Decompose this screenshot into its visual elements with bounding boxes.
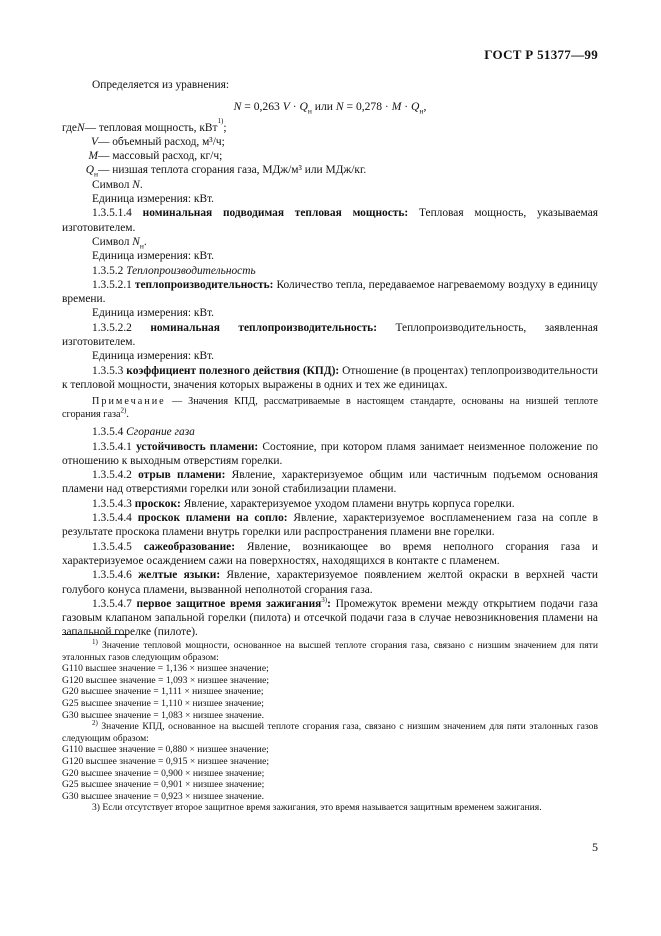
unit-line: Единица измерения: кВт.	[92, 193, 215, 206]
footnote-2-row: G25 высшее значение = 0,901 × низшее значение;	[62, 779, 265, 791]
footnote-1-row: G120 высшее значение = 1,093 × низшее значение;	[62, 674, 270, 686]
clause-1-3-5-2-2: 1.3.5.2.2 номинальная теплопроизводительность: Теплопроизводительность, заявленная изготовителем.	[62, 321, 598, 349]
clause-1-3-5-4: 1.3.5.4 Сгорание газа	[92, 426, 195, 439]
clause-1-3-5-2: 1.3.5.2 Теплопроизводительность	[92, 264, 256, 277]
power-formula	[62, 100, 598, 114]
formula-symbol-m: M	[391, 100, 402, 114]
formula-part: ·	[289, 100, 300, 114]
clause-1-3-5-3: 1.3.5.3 коэффициент полезного действия (КПД): Отношение (в процентах) теплопроизводительности к тепловой мощности, значения которых выражены в одних и тех же единицах.	[62, 364, 598, 391]
variable-definitions	[62, 116, 598, 179]
symbol-n-line: Символ N.	[92, 178, 143, 191]
clause-1-3-5-4-1: 1.3.5.4.1 устойчивость пламени: Состояние, при котором пламя занимает неизменное положение по отношению к выходным отверстиям горелки.	[62, 440, 598, 467]
definition-v	[62, 135, 598, 149]
footnote-1-row: G25 высшее значение = 1,110 × низшее значение;	[62, 697, 264, 709]
formula-subscript: н	[419, 106, 424, 116]
def-subscript: н	[93, 169, 98, 179]
def-text: — тепловая мощность, кВт	[84, 121, 218, 134]
formula-symbol-q: Q	[411, 100, 420, 114]
footnotes	[62, 637, 598, 814]
footnote-2-row: G30 высшее значение = 0,923 × низшее значение.	[62, 790, 265, 802]
footnote-1: $^{1)}$ Значение тепловой мощности, основанное на высшей теплоте сгорания газа, связано с низшим значением для пяти эталонных газов следующим образом:	[62, 637, 598, 663]
formula-subscript: н	[307, 106, 312, 116]
unit-line: Единица измерения: кВт.	[92, 350, 215, 363]
def-text: ;	[223, 121, 227, 134]
def-symbol: V	[91, 135, 98, 148]
footnote-2-row: G20 высшее значение = 0,900 × низшее значение;	[62, 767, 265, 779]
clause-1-3-5-4-3: 1.3.5.4.3 проскок: Явление, характеризуемое уходом пламени внутрь корпуса горелки.	[92, 497, 515, 510]
footnote-1-row: G30 высшее значение = 1,083 × низшее значение.	[62, 709, 265, 721]
footnote-3: 3) Если отсутствует второе защитное время зажигания, это время называется защитным временем зажигания.	[92, 802, 542, 814]
symbol-nn-line: Символ $N_н$.	[92, 235, 147, 251]
formula-symbol-n: N	[233, 100, 242, 114]
footnote-1-row: G20 высшее значение = 1,111 × низшее значение;	[62, 686, 264, 698]
formula-symbol-q: Q	[299, 100, 308, 114]
footnote-2-row: G110 высшее значение = 0,880 × низшее значение;	[62, 744, 269, 756]
footnote-ref: 1)	[217, 116, 224, 125]
clause-1-3-5-4-4: 1.3.5.4.4 проскок пламени на сопло: Явление, характеризуемое воспламенением газа на сопле в результате проскока пламени внутрь горелки или распространения пламени вне горелки.	[62, 512, 598, 539]
definition-n	[62, 116, 598, 135]
clause-1-3-5-1-4: 1.3.5.1.4 номинальная подводимая тепловая мощность: Тепловая мощность, указываемая изготовителем.	[62, 207, 598, 234]
clause-1-3-5-4-6: 1.3.5.4.6 желтые языки: Явление, характеризуемое появлением желтой окраски в верхней части голубого конуса пламени, вызванной неполнотой сгорания газа.	[62, 569, 598, 596]
clause-1-3-5-4-7: 1.3.5.4.7 первое защитное время зажигания$^{3)}$: Промежуток времени между открытием подачи газа газовым клапаном запальной горелки (пилота) и отсечкой подачи газа в случае невозникновения пламени на запальной горелке (пилоте).	[62, 596, 598, 639]
document-id: ГОСТ Р 51377—99	[484, 47, 598, 62]
footnote-2-row: G120 высшее значение = 0,915 × низшее значение;	[62, 755, 270, 767]
def-symbol: M	[88, 150, 98, 163]
footnote-2: $^{2)}$ Значение КПД, основанное на высшей теплоте сгорания газа, связано с низшим значением для пяти эталонных газов следующим образом:	[62, 718, 598, 744]
note: Примечание — Значения КПД, рассматриваемые в настоящем стандарте, основаны на низшей теплоте сгорания газа$^{2)}$.	[62, 396, 598, 420]
page-number: 5	[592, 840, 598, 854]
definition-m	[62, 149, 598, 163]
footnote-1-row: G110 высшее значение = 1,136 × низшее значение;	[62, 663, 269, 675]
unit-line: Единица измерения: кВт.	[92, 307, 215, 320]
formula-part: ,	[423, 100, 427, 114]
def-text: — низшая теплота сгорания газа, МДж/м³ или МДж/кг.	[98, 164, 367, 177]
definition-q	[62, 163, 598, 177]
formula-part: = 0,278 ·	[343, 100, 392, 114]
formula-part: или	[311, 100, 336, 114]
formula-symbol-v: V	[282, 100, 290, 114]
unit-line: Единица измерения: кВт.	[92, 250, 215, 263]
clause-1-3-5-4-5: 1.3.5.4.5 сажеобразование: Явление, возникающее во время неполного сгорания газа и характеризуемое осаждением сажи на поверхностях, находящихся в контакте с пламенем.	[62, 540, 599, 567]
formula-part: ·	[401, 100, 412, 114]
formula-symbol-n: N	[335, 100, 344, 114]
def-symbol: Q	[85, 164, 94, 177]
formula-part: = 0,263	[241, 100, 283, 114]
intro-line: Определяется из уравнения:	[92, 79, 230, 91]
where-word: где	[62, 121, 77, 134]
def-text: — объемный расход, м³/ч;	[98, 135, 225, 148]
def-text: — массовый расход, кг/ч;	[98, 150, 223, 163]
footnote-separator	[62, 634, 128, 635]
clause-1-3-5-2-1: 1.3.5.2.1 теплопроизводительность: Количество тепла, передаваемое нагреваемому воздуху в единицу времени.	[62, 278, 598, 306]
main-text	[62, 78, 598, 640]
def-symbol: N	[76, 121, 85, 134]
clause-1-3-5-4-2: 1.3.5.4.2 отрыв пламени: Явление, характеризуемое общим или частичным подъемом основания пламени над отверстиями горелки или зоной стабилизации пламени.	[62, 469, 599, 496]
